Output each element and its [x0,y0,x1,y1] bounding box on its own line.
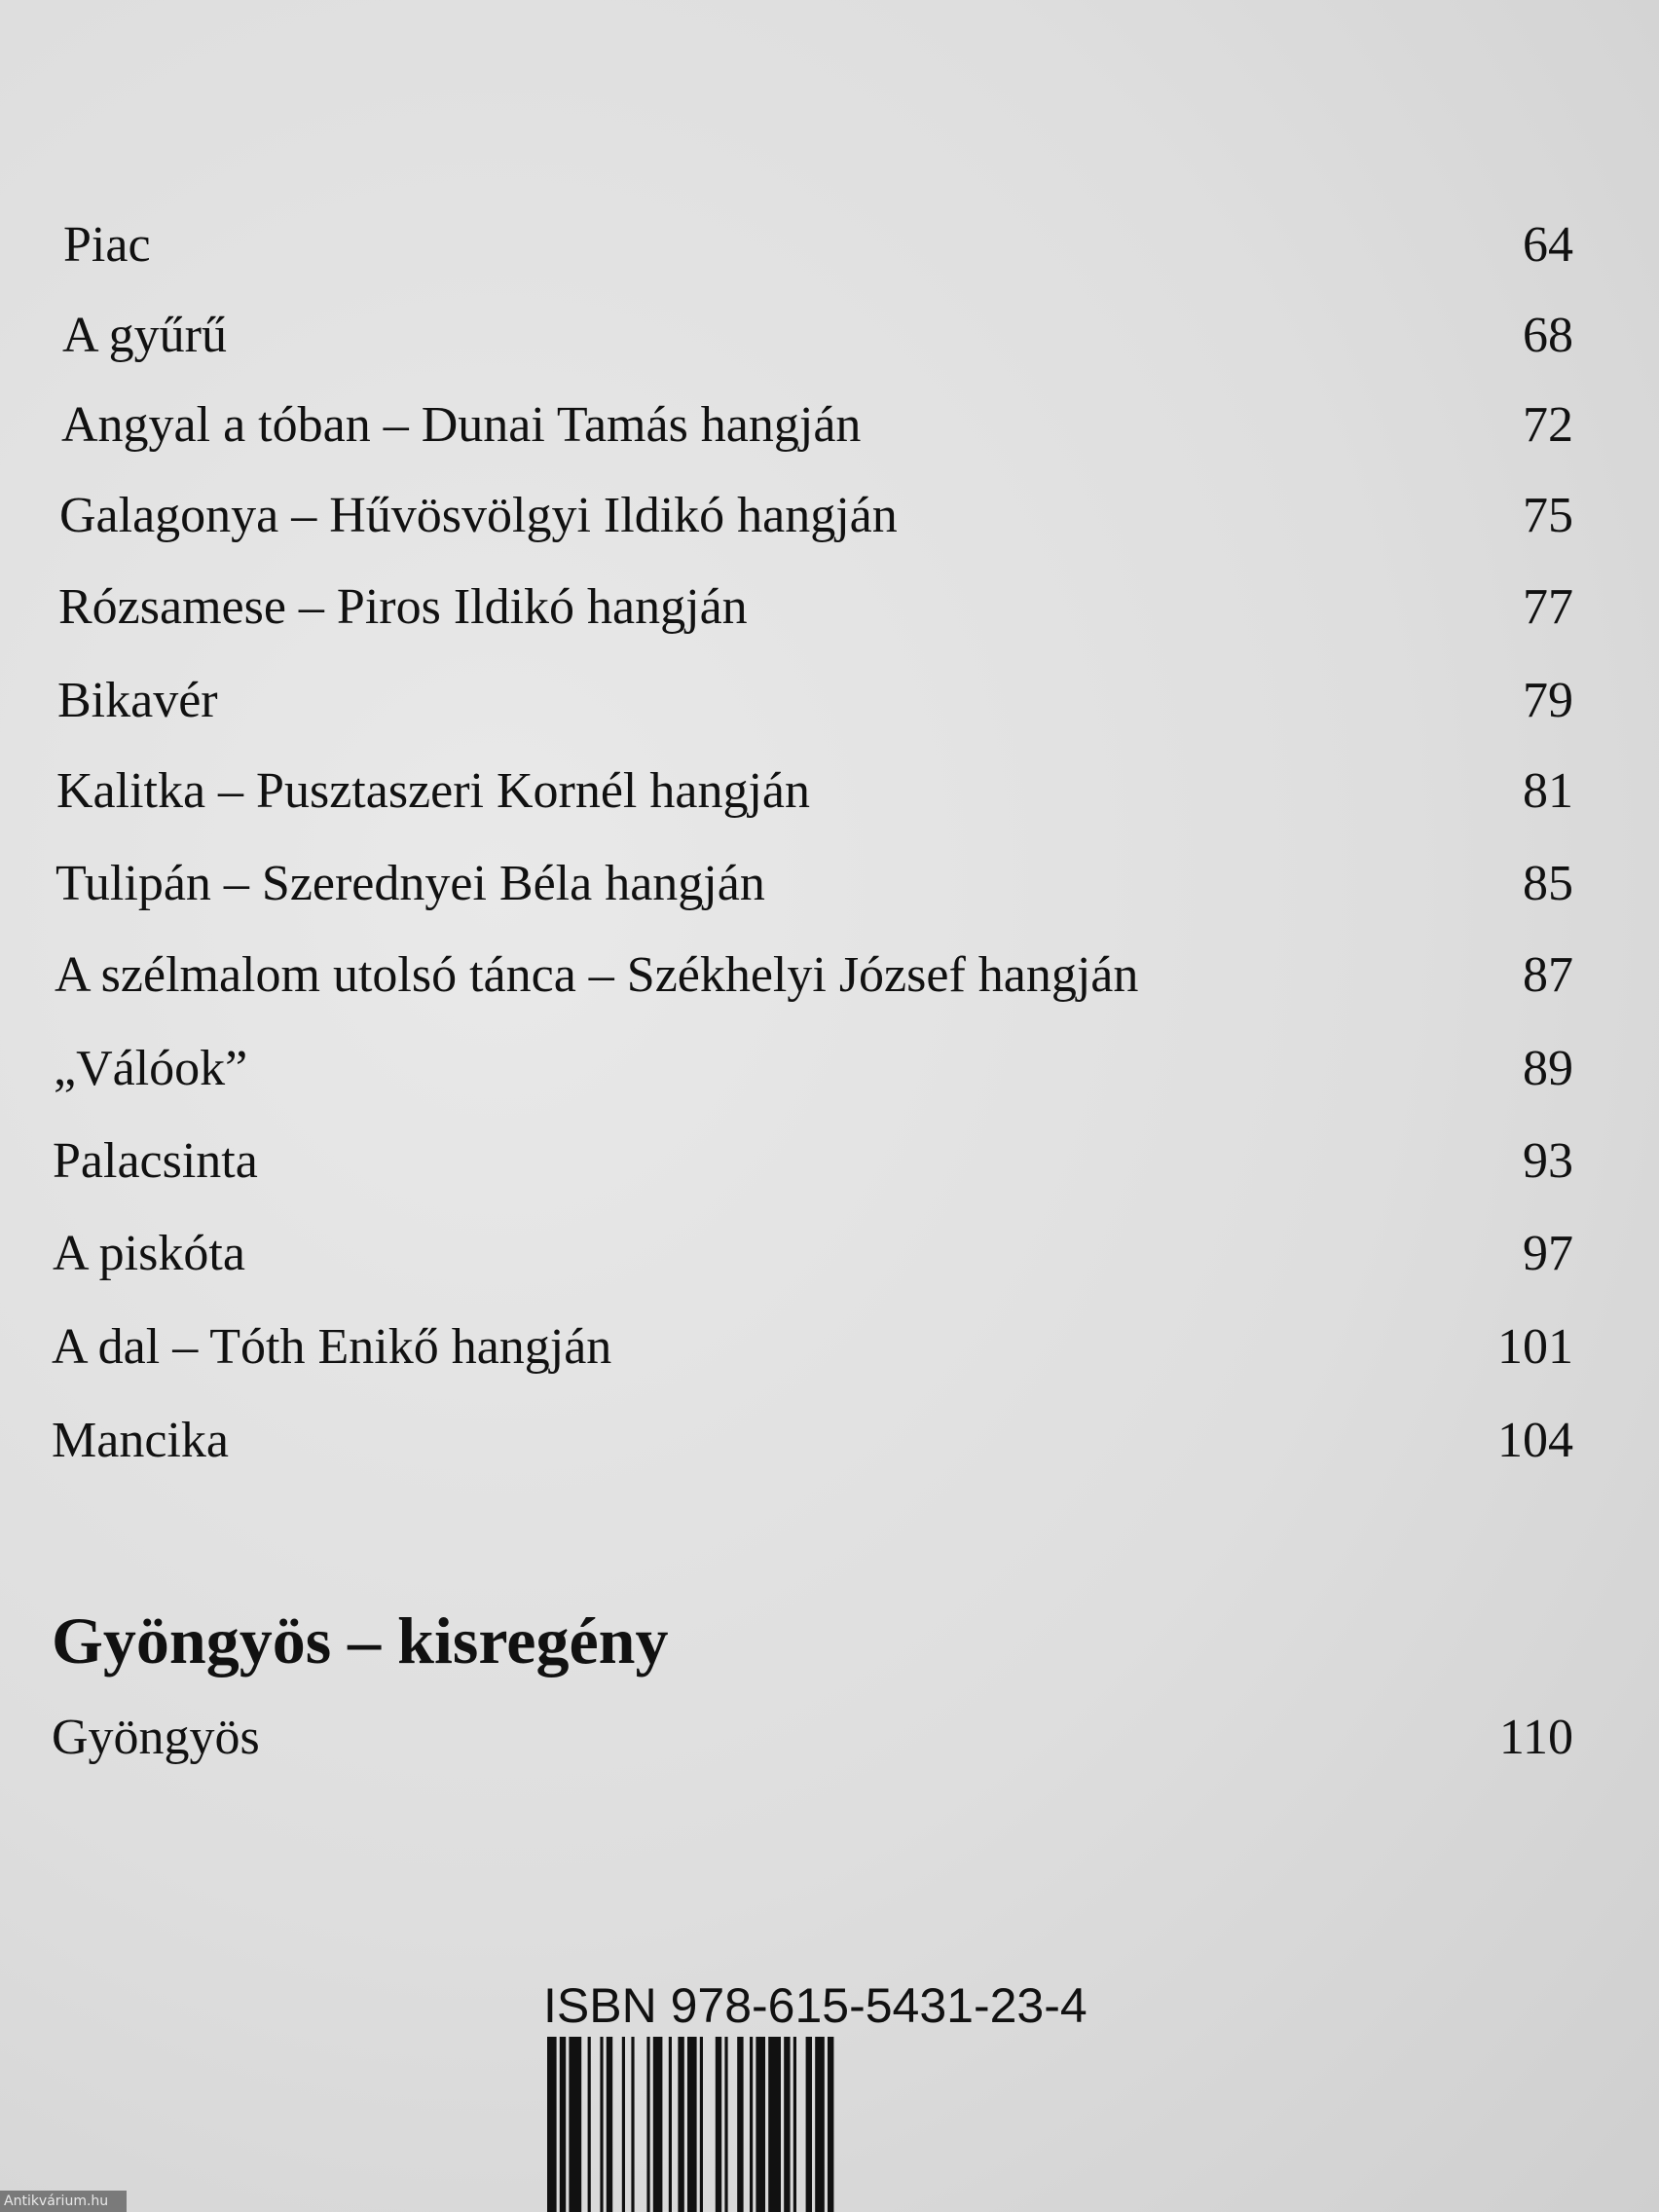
barcode-bar [600,2037,603,2212]
barcode-bar [588,2037,591,2212]
barcode-bar [547,2037,557,2212]
barcode-bar [560,2037,566,2212]
toc-entry [0,662,1659,740]
barcode-bar [687,2037,697,2212]
toc-entry [0,387,1659,464]
toc-entry-title: Kalitka – Pusztaszeri Kornél hangján [56,763,810,819]
toc-entry-page: 89 [1523,1041,1573,1096]
toc-entry [0,753,1659,830]
toc-entry-page: 97 [1523,1226,1573,1281]
toc-entry-title: Gyöngyös [52,1710,260,1765]
barcode-bar [716,2037,721,2212]
barcode-bar [815,2037,825,2212]
barcode-bar [768,2037,781,2212]
toc-entry-title: Tulipán – Szerednyei Béla hangján [55,856,765,911]
barcode-bar [756,2037,765,2212]
barcode-bar [724,2037,727,2212]
barcode-graphic [545,2037,1071,2212]
toc-entry-title: „Válóok” [54,1041,248,1096]
watermark: Antikvárium.hu [0,2191,127,2212]
toc-entry-title: A gyűrű [62,308,227,363]
toc-entry-page: 85 [1523,856,1573,911]
barcode-bar [750,2037,753,2212]
toc-entry-title: Bikavér [57,673,218,728]
toc-entry-page: 104 [1497,1413,1573,1468]
barcode-bar [569,2037,581,2212]
toc-entry-title: Rózsamese – Piros Ildikó hangján [58,579,748,635]
toc-entry-title: Mancika [52,1413,229,1468]
toc-entry-title: Piac [63,217,151,273]
toc-entry-title: Angyal a tóban – Dunai Tamás hangján [61,397,862,453]
toc-entry [0,206,1659,284]
barcode-bar [784,2037,790,2212]
isbn-label: ISBN 978-615-5431-23-4 [543,1978,1088,2033]
barcode-bar [793,2037,796,2212]
barcode-bar [653,2037,663,2212]
toc-entry [0,1309,1659,1386]
toc-entry [0,1699,1659,1777]
barcode-bar [806,2037,812,2212]
barcode-bar [828,2037,833,2212]
toc-entry [0,937,1659,1014]
barcode-bar [678,2037,683,2212]
barcode [545,2037,1071,2212]
toc-entry-page: 77 [1523,579,1573,635]
toc-entry [0,1123,1659,1200]
toc-entry [0,477,1659,555]
section-heading: Gyöngyös – kisregény [52,1604,669,1677]
toc-entry [0,569,1659,646]
toc-entry [0,845,1659,923]
toc-entry-page: 75 [1523,488,1573,543]
barcode-bar [669,2037,672,2212]
barcode-bar [622,2037,625,2212]
barcode-bar [700,2037,703,2212]
toc-entry-title: A szélmalom utolsó tánca – Székhelyi József hangján [55,947,1139,1003]
toc-entry [0,297,1659,375]
toc-entry [0,1215,1659,1293]
toc-entry-page: 93 [1523,1133,1573,1189]
toc-entry-page: 68 [1523,308,1573,363]
toc-entry [0,1402,1659,1480]
toc-entry-title: Palacsinta [53,1133,258,1189]
toc-entry-page: 110 [1498,1710,1573,1765]
toc-entry-title: A dal – Tóth Enikő hangján [52,1319,612,1375]
toc-entry-title: Galagonya – Hűvösvölgyi Ildikó hangján [59,488,898,543]
barcode-bar [737,2037,743,2212]
toc-entry-page: 87 [1523,947,1573,1003]
toc-entry-page: 101 [1497,1319,1573,1375]
toc-entry [0,1030,1659,1108]
toc-entry-page: 64 [1523,217,1573,273]
toc-entry-page: 72 [1523,397,1573,453]
toc-entry-page: 79 [1523,673,1573,728]
barcode-bar [631,2037,634,2212]
toc-entry-page: 81 [1523,763,1573,819]
barcode-bar [607,2037,612,2212]
toc-entry-title: A piskóta [53,1226,245,1281]
barcode-bar [646,2037,649,2212]
